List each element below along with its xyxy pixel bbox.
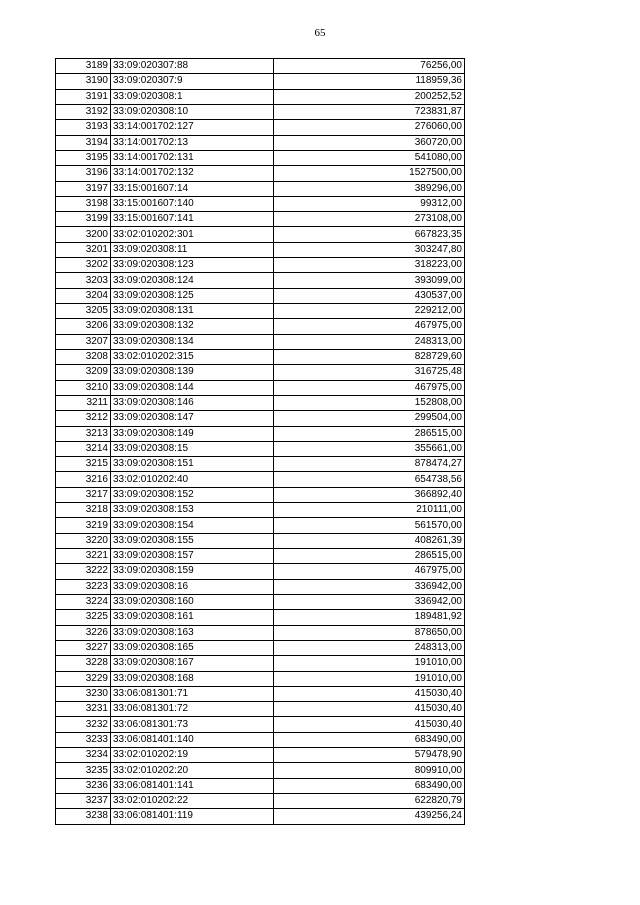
cadastral-value-cell: 200252,52 [274,89,465,104]
row-number-cell: 3218 [56,503,111,518]
cadastral-number-cell: 33:09:020308:123 [111,258,274,273]
row-number-cell: 3205 [56,304,111,319]
cadastral-number-cell: 33:09:020308:134 [111,334,274,349]
table-row [56,640,465,655]
row-number-cell: 3190 [56,74,111,89]
table-row [56,686,465,701]
cadastral-number-cell: 33:15:001607:14 [111,181,274,196]
cadastral-number-cell: 33:09:020308:15 [111,441,274,456]
cadastral-value-cell: 654738,56 [274,472,465,487]
cadastral-value-cell: 467975,00 [274,380,465,395]
cadastral-value-cell: 878474,27 [274,457,465,472]
cadastral-number-cell: 33:09:020308:11 [111,242,274,257]
cadastral-number-cell: 33:15:001607:140 [111,196,274,211]
table-row [56,579,465,594]
row-number-cell: 3211 [56,395,111,410]
table-row [56,809,465,824]
cadastral-value-cell: 229212,00 [274,304,465,319]
cadastral-number-cell: 33:09:020308:125 [111,288,274,303]
table-row [56,702,465,717]
cadastral-value-cell: 415030,40 [274,686,465,701]
row-number-cell: 3222 [56,564,111,579]
table-row [56,763,465,778]
cadastral-number-cell: 33:02:010202:40 [111,472,274,487]
page-number: 65 [314,27,326,39]
cadastral-value-cell: 579478,90 [274,748,465,763]
row-number-cell: 3227 [56,640,111,655]
cadastral-number-cell: 33:09:020308:163 [111,625,274,640]
table-row [56,625,465,640]
row-number-cell: 3209 [56,365,111,380]
cadastral-value-cell: 99312,00 [274,196,465,211]
row-number-cell: 3232 [56,717,111,732]
row-number-cell: 3236 [56,778,111,793]
cadastral-value-cell: 191010,00 [274,656,465,671]
cadastral-number-cell: 33:09:020307:9 [111,74,274,89]
table-row [56,349,465,364]
cadastral-value-cell: 878650,00 [274,625,465,640]
table-row [56,549,465,564]
row-number-cell: 3214 [56,441,111,456]
cadastral-value-cell: 439256,24 [274,809,465,824]
cadastral-number-cell: 33:02:010202:22 [111,794,274,809]
table-row [56,120,465,135]
cadastral-value-cell: 723831,87 [274,104,465,119]
cadastral-value-cell: 336942,00 [274,594,465,609]
cadastral-value-cell: 541080,00 [274,150,465,165]
table-row [56,794,465,809]
row-number-cell: 3216 [56,472,111,487]
row-number-cell: 3206 [56,319,111,334]
cadastral-value-cell: 336942,00 [274,579,465,594]
row-number-cell: 3234 [56,748,111,763]
cadastral-value-table [55,58,465,825]
table-row [56,166,465,181]
cadastral-number-cell: 33:02:010202:19 [111,748,274,763]
row-number-cell: 3235 [56,763,111,778]
cadastral-value-cell: 408261,39 [274,533,465,548]
row-number-cell: 3199 [56,212,111,227]
cadastral-value-cell: 667823,35 [274,227,465,242]
table-row [56,135,465,150]
cadastral-value-cell: 299504,00 [274,411,465,426]
row-number-cell: 3193 [56,120,111,135]
cadastral-number-cell: 33:09:020308:165 [111,640,274,655]
cadastral-number-cell: 33:09:020308:152 [111,487,274,502]
cadastral-number-cell: 33:09:020308:149 [111,426,274,441]
table-row [56,273,465,288]
table-row [56,503,465,518]
row-number-cell: 3213 [56,426,111,441]
cadastral-value-cell: 286515,00 [274,549,465,564]
cadastral-value-cell: 355661,00 [274,441,465,456]
cadastral-number-cell: 33:02:010202:315 [111,349,274,364]
row-number-cell: 3208 [56,349,111,364]
cadastral-number-cell: 33:06:081301:73 [111,717,274,732]
row-number-cell: 3229 [56,671,111,686]
table-row [56,59,465,74]
cadastral-number-cell: 33:02:010202:301 [111,227,274,242]
row-number-cell: 3231 [56,702,111,717]
cadastral-value-cell: 393099,00 [274,273,465,288]
table-body [56,59,465,825]
row-number-cell: 3202 [56,258,111,273]
cadastral-number-cell: 33:14:001702:132 [111,166,274,181]
table-row [56,748,465,763]
row-number-cell: 3219 [56,518,111,533]
cadastral-number-cell: 33:15:001607:141 [111,212,274,227]
cadastral-number-cell: 33:09:020308:147 [111,411,274,426]
table-row [56,334,465,349]
cadastral-number-cell: 33:06:081301:71 [111,686,274,701]
cadastral-value-cell: 286515,00 [274,426,465,441]
cadastral-number-cell: 33:06:081301:72 [111,702,274,717]
cadastral-value-cell: 1527500,00 [274,166,465,181]
cadastral-number-cell: 33:14:001702:131 [111,150,274,165]
cadastral-number-cell: 33:09:020308:160 [111,594,274,609]
row-number-cell: 3207 [56,334,111,349]
cadastral-value-cell: 76256,00 [274,59,465,74]
table-row [56,181,465,196]
table-row [56,411,465,426]
cadastral-number-cell: 33:09:020308:167 [111,656,274,671]
cadastral-value-cell: 683490,00 [274,778,465,793]
cadastral-number-cell: 33:09:020308:157 [111,549,274,564]
cadastral-number-cell: 33:09:020308:151 [111,457,274,472]
cadastral-number-cell: 33:09:020308:131 [111,304,274,319]
table-row [56,227,465,242]
cadastral-number-cell: 33:09:020308:168 [111,671,274,686]
table-row [56,150,465,165]
table-row [56,365,465,380]
table-row [56,487,465,502]
cadastral-number-cell: 33:09:020308:155 [111,533,274,548]
cadastral-value-cell: 191010,00 [274,671,465,686]
cadastral-number-cell: 33:06:081401:141 [111,778,274,793]
table-row [56,441,465,456]
cadastral-number-cell: 33:09:020308:146 [111,395,274,410]
cadastral-value-cell: 276060,00 [274,120,465,135]
cadastral-value-cell: 415030,40 [274,717,465,732]
table-row [56,319,465,334]
row-number-cell: 3221 [56,549,111,564]
table-row [56,426,465,441]
table-row [56,778,465,793]
cadastral-value-cell: 303247,80 [274,242,465,257]
row-number-cell: 3223 [56,579,111,594]
row-number-cell: 3225 [56,610,111,625]
row-number-cell: 3228 [56,656,111,671]
row-number-cell: 3212 [56,411,111,426]
row-number-cell: 3197 [56,181,111,196]
table-row [56,518,465,533]
row-number-cell: 3210 [56,380,111,395]
row-number-cell: 3195 [56,150,111,165]
cadastral-value-cell: 248313,00 [274,640,465,655]
row-number-cell: 3233 [56,732,111,747]
cadastral-value-cell: 828729,60 [274,349,465,364]
row-number-cell: 3194 [56,135,111,150]
cadastral-value-cell: 430537,00 [274,288,465,303]
cadastral-value-cell: 273108,00 [274,212,465,227]
cadastral-value-cell: 683490,00 [274,732,465,747]
cadastral-value-cell: 189481,92 [274,610,465,625]
cadastral-number-cell: 33:09:020308:154 [111,518,274,533]
table-row [56,717,465,732]
table-row [56,472,465,487]
table-row [56,610,465,625]
cadastral-number-cell: 33:09:020308:161 [111,610,274,625]
cadastral-value-cell: 152808,00 [274,395,465,410]
cadastral-number-cell: 33:14:001702:127 [111,120,274,135]
cadastral-number-cell: 33:09:020308:10 [111,104,274,119]
cadastral-number-cell: 33:09:020308:16 [111,579,274,594]
row-number-cell: 3196 [56,166,111,181]
cadastral-number-cell: 33:09:020308:159 [111,564,274,579]
table-row [56,457,465,472]
table-row [56,656,465,671]
table-row [56,564,465,579]
table-row [56,533,465,548]
cadastral-number-cell: 33:06:081401:119 [111,809,274,824]
cadastral-value-cell: 248313,00 [274,334,465,349]
row-number-cell: 3201 [56,242,111,257]
row-number-cell: 3224 [56,594,111,609]
row-number-cell: 3220 [56,533,111,548]
cadastral-number-cell: 33:06:081401:140 [111,732,274,747]
row-number-cell: 3198 [56,196,111,211]
row-number-cell: 3217 [56,487,111,502]
cadastral-value-cell: 622820,79 [274,794,465,809]
table-row [56,732,465,747]
table-row [56,104,465,119]
row-number-cell: 3226 [56,625,111,640]
cadastral-value-cell: 809910,00 [274,763,465,778]
cadastral-number-cell: 33:09:020308:153 [111,503,274,518]
cadastral-number-cell: 33:02:010202:20 [111,763,274,778]
cadastral-value-cell: 389296,00 [274,181,465,196]
row-number-cell: 3238 [56,809,111,824]
table-row [56,89,465,104]
row-number-cell: 3215 [56,457,111,472]
cadastral-value-cell: 415030,40 [274,702,465,717]
cadastral-number-cell: 33:09:020308:1 [111,89,274,104]
table-row [56,671,465,686]
table-row [56,196,465,211]
cadastral-value-cell: 210111,00 [274,503,465,518]
table-row [56,380,465,395]
cadastral-number-cell: 33:09:020308:144 [111,380,274,395]
table-row [56,594,465,609]
cadastral-value-cell: 366892,40 [274,487,465,502]
row-number-cell: 3189 [56,59,111,74]
cadastral-number-cell: 33:09:020308:139 [111,365,274,380]
cadastral-value-cell: 467975,00 [274,319,465,334]
table-row [56,242,465,257]
row-number-cell: 3203 [56,273,111,288]
table-row [56,304,465,319]
row-number-cell: 3230 [56,686,111,701]
cadastral-number-cell: 33:09:020307:88 [111,59,274,74]
cadastral-number-cell: 33:14:001702:13 [111,135,274,150]
cadastral-value-cell: 118959,36 [274,74,465,89]
row-number-cell: 3200 [56,227,111,242]
cadastral-value-cell: 467975,00 [274,564,465,579]
cadastral-value-cell: 318223,00 [274,258,465,273]
row-number-cell: 3191 [56,89,111,104]
cadastral-number-cell: 33:09:020308:124 [111,273,274,288]
table-row [56,212,465,227]
table-row [56,395,465,410]
cadastral-value-cell: 316725,48 [274,365,465,380]
row-number-cell: 3204 [56,288,111,303]
table-row [56,258,465,273]
row-number-cell: 3192 [56,104,111,119]
table-row [56,74,465,89]
cadastral-value-cell: 561570,00 [274,518,465,533]
cadastral-value-cell: 360720,00 [274,135,465,150]
row-number-cell: 3237 [56,794,111,809]
table-row [56,288,465,303]
cadastral-number-cell: 33:09:020308:132 [111,319,274,334]
